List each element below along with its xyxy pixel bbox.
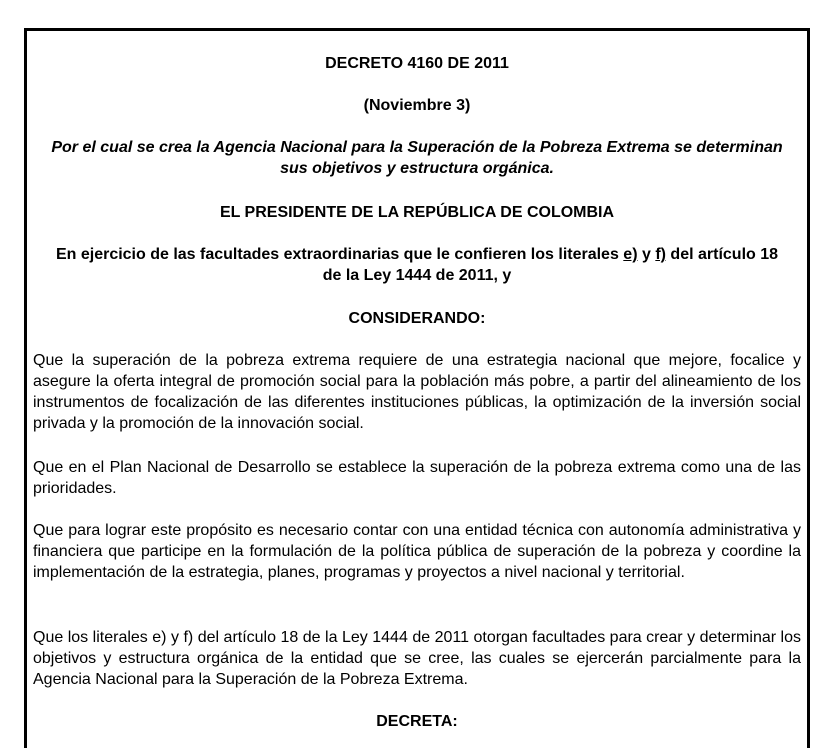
legal-basis-text-after: del artículo 18 de la Ley 1444 de 2011, y [322,246,779,284]
considerando-paragraph-1: Que la superación de la pobreza extrema requiere de una estrategia nacional que mejore, focalice y asegure la oferta integral de promoción social para la población más pobre, a partir del alineamiento de los instrumentos de focalización de las diferentes instituciones públicas, la optimización de la inversión social privada y la promoción de la innovación social. [33,352,801,432]
decree-subtitle: Por el cual se crea la Agencia Nacional para la Superación de la Pobreza Extrema se determinan sus objetivos y estructura orgánica. [51,139,783,177]
legal-basis [47,244,787,286]
decree-title: DECRETO 4160 DE 2011 [325,55,509,72]
considerando-paragraph-4: Que los literales e) y f) del artículo 18 de la Ley 1444 de 2011 otorgan facultades para crear y determinar los objetivos y estructura orgánica de la entidad que se cree, las cuales se ejercerán parcialmente para la Agencia Nacional para la Superación de la Pobreza Extrema. [33,629,801,688]
issuing-authority: EL PRESIDENTE DE LA REPÚBLICA DE COLOMBIA [219,204,615,221]
legal-basis-text-before: En ejercicio de las facultades extraordinarias que le confieren los literales [55,246,624,263]
document-frame [24,28,810,748]
considerando-paragraph-3: Que para lograr este propósito es necesario contar con una entidad técnica con autonomía administrativa y financiera que participe en la formulación de la política pública de superación de la pobreza y coordine la implementación de la estrategia, planes, programas y proyectos a nivel nacional y territorial. [33,522,801,581]
legal-basis-and: y [637,246,656,263]
considerando-heading: CONSIDERANDO: [348,310,486,327]
decree-date: (Noviembre 3) [363,97,471,114]
literal-e: e) [623,246,638,263]
decreta-heading: DECRETA: [376,713,458,730]
considerando-paragraph-2: Que en el Plan Nacional de Desarrollo se establece la superación de la pobreza extrema como una de las prioridades. [33,459,801,497]
literal-f: f) [655,246,666,263]
